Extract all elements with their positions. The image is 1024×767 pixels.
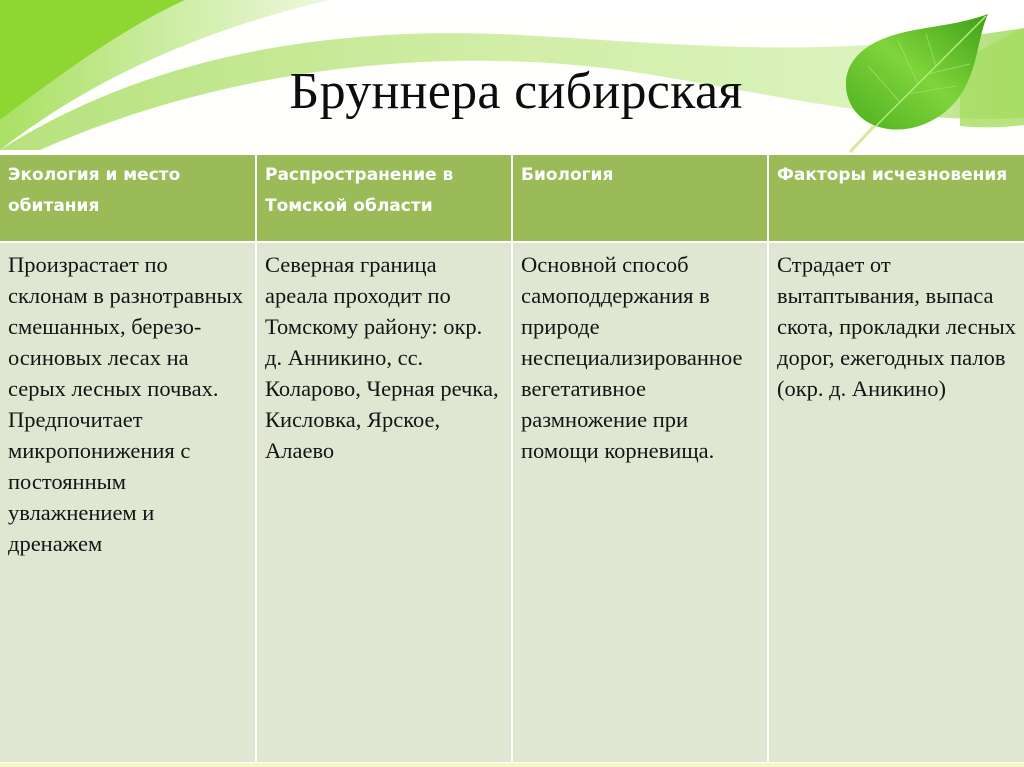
table-row [0,242,1024,763]
bottom-strip [0,763,1024,767]
header-ecology: Экология и место обитания [0,154,256,242]
slide-title: Бруннера сибирская [289,63,743,120]
cell-ecology: Произрастает по склонам в разнотравных смешанных, березо-осиновых лесах на серых лесных почвах. Предпочитает микропонижения с постоянным увлажнением и дренажем [0,242,256,763]
header-biology: Биология [512,154,768,242]
cell-extinction-factors: Страдает от вытаптывания, выпаса скота, прокладки лесных дорог, ежегодных палов (окр. д. Аникино) [768,242,1024,763]
info-table [0,153,1024,764]
table-header-row [0,154,1024,242]
header-distribution: Распространение в Томской области [256,154,512,242]
header-extinction-factors: Факторы исчезновения [768,154,1024,242]
cell-biology: Основной способ самоподдержания в природе неспециализированное вегетативное размножение при помощи корневища. [512,242,768,763]
cell-distribution: Северная граница ареала проходит по Томскому району: окр. д. Анникино, сс. Коларово, Черная речка, Кисловка, Ярское, Алаево [256,242,512,763]
